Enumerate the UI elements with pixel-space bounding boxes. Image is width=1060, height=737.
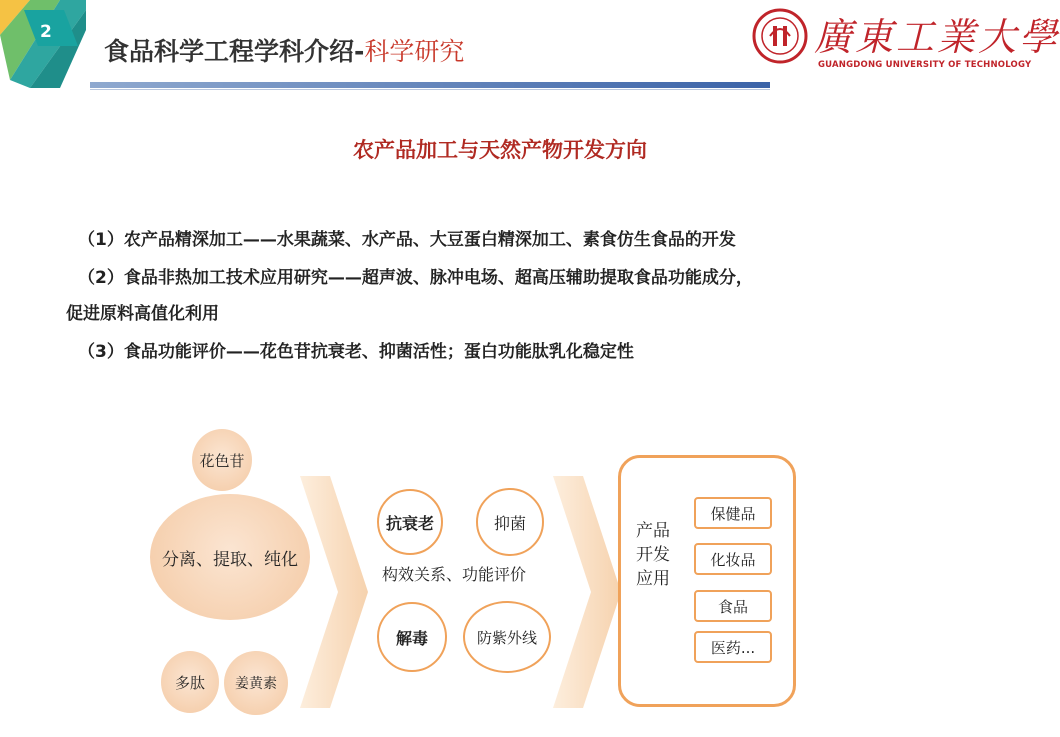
- header-divider: [90, 89, 770, 90]
- function-antibacterial: 抑菌: [476, 488, 544, 556]
- paragraph-2-continued: 促进原料高值化利用: [66, 304, 219, 324]
- page-title: [104, 32, 464, 68]
- application-item: 食品: [694, 590, 772, 622]
- university-seal-icon: [752, 8, 808, 64]
- source-peptide: 多肽: [161, 651, 219, 713]
- title-highlight: 科学研究: [364, 37, 465, 66]
- application-label: 产品开发应用: [636, 521, 670, 589]
- header-bar: [90, 82, 770, 88]
- paragraph-3: （3）食品功能评价——花色苷抗衰老、抑菌活性；蛋白功能肽乳化稳定性: [78, 342, 634, 362]
- function-center-text: 构效关系、功能评价: [382, 565, 527, 584]
- source-process: 分离、提取、纯化: [150, 494, 310, 620]
- application-item: 医药...: [694, 631, 772, 663]
- source-anthocyanin: 花色苷: [192, 429, 252, 491]
- university-logo-english: GUANGDONG UNIVERSITY OF TECHNOLOGY: [818, 60, 1032, 70]
- function-detox: 解毒: [377, 602, 447, 672]
- slide-badge: [0, 0, 90, 90]
- section-subtitle: 农产品加工与天然产物开发方向: [353, 138, 647, 162]
- source-curcumin: 姜黄素: [224, 651, 288, 715]
- function-uv-protection: 防紫外线: [463, 601, 551, 673]
- title-main: 食品科学工程学科介绍-: [104, 37, 365, 66]
- application-item: 化妆品: [694, 543, 772, 575]
- function-anti-aging: 抗衰老: [377, 489, 443, 555]
- university-logo-text: 廣東工業大學: [814, 15, 1060, 59]
- application-item: 保健品: [694, 497, 772, 529]
- chevron-arrow-icon: [553, 476, 621, 708]
- paragraph-1: （1）农产品精深加工——水果蔬菜、水产品、大豆蛋白精深加工、素食仿生食品的开发: [78, 230, 736, 250]
- slide-number: 2: [40, 22, 52, 42]
- paragraph-2: （2）食品非热加工技术应用研究——超声波、脉冲电场、超高压辅助提取食品功能成分，: [78, 268, 753, 288]
- chevron-arrow-icon: [300, 476, 368, 708]
